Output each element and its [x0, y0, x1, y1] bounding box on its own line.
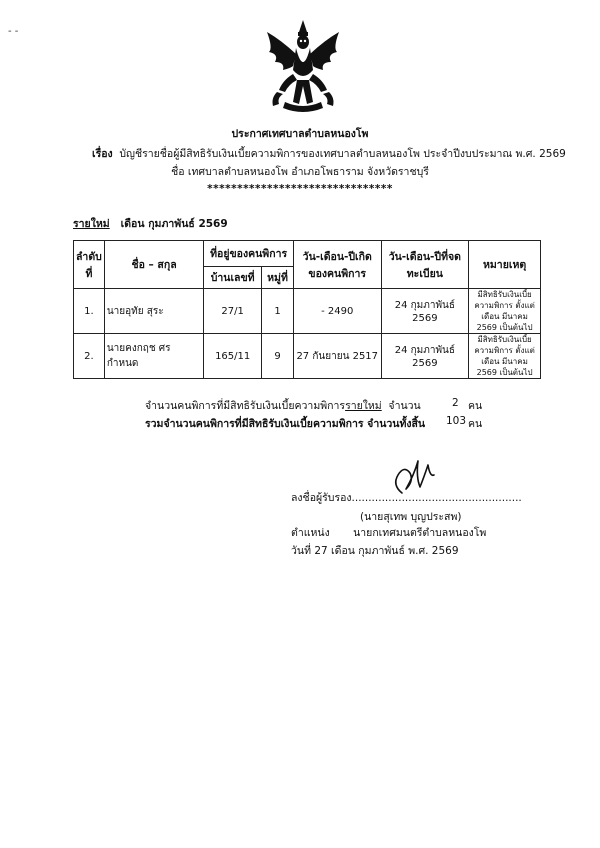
- header-no: ลำดับที่: [74, 241, 105, 289]
- cell-name: นายคงกฤช ศรกำหนด: [104, 334, 203, 379]
- corner-marks: - -: [8, 26, 19, 37]
- signer-name: (นายสุเทพ บุญประสพ): [360, 511, 462, 523]
- header-birth: วัน-เดือน-ปีเกิดของคนพิการ: [293, 241, 381, 289]
- cell-remark: มีสิทธิรับเงินเบี้ยความพิการ ตั้งแต่เดือน มีนาคม 2569 เป็นต้นไป: [469, 334, 541, 379]
- sign-line: [291, 489, 522, 506]
- cell-no: 2.: [74, 334, 105, 379]
- new-count-line: [145, 397, 421, 414]
- position-value: นายกเทศมนตรีตำบลหนองโพ: [353, 527, 487, 539]
- section-heading: [73, 215, 228, 232]
- separator-stars: *******************************: [207, 183, 393, 195]
- header-house: บ้านเลขที่: [204, 267, 262, 289]
- cell-remark: มีสิทธิรับเงินเบี้ยความพิการ ตั้งแต่เดือน มีนาคม 2569 เป็นต้นไป: [469, 289, 541, 334]
- cell-registered: 24 กุมภาพันธ์ 2569: [381, 334, 469, 379]
- header-name: ชื่อ – สกุล: [104, 241, 203, 289]
- new-count-label: จำนวน: [388, 400, 421, 412]
- header-address: ที่อยู่ของคนพิการ: [204, 241, 294, 267]
- cell-village: 9: [262, 334, 294, 379]
- sign-label: ลงชื่อผู้รับรอง: [291, 492, 352, 504]
- total-count-value: 103: [446, 415, 467, 427]
- cell-house: 27/1: [204, 289, 262, 334]
- total-count-unit: คน: [468, 418, 483, 430]
- header-registered: วัน-เดือน-ปีที่จดทะเบียน: [381, 241, 469, 289]
- subject-line: [92, 145, 566, 162]
- cell-village: 1: [262, 289, 294, 334]
- new-count-underlined: รายใหม่: [345, 400, 382, 412]
- total-label: รวมจำนวนคนพิการที่มีสิทธิรับเงินเบี้ยความพิการ จำนวนทั้งสิ้น: [145, 418, 426, 430]
- office-line: ชื่อ เทศบาลตำบลหนองโพ อำเภอโพธาราม จังหวัดราชบุรี: [171, 166, 429, 178]
- new-count-prefix: จำนวนคนพิการที่มีสิทธิรับเงินเบี้ยความพิการ: [145, 400, 346, 412]
- cell-name: นายอุทัย สุระ: [104, 289, 203, 334]
- sign-dots: ...................................................: [351, 492, 522, 504]
- new-count-value: 2: [452, 397, 459, 409]
- garuda-emblem-icon: [263, 18, 343, 122]
- disability-roster-table: [73, 240, 541, 379]
- table-row: [74, 289, 541, 334]
- header-village: หมู่ที่: [262, 267, 294, 289]
- section-month: เดือน กุมภาพันธ์ 2569: [120, 218, 228, 230]
- section-label: รายใหม่: [73, 218, 110, 230]
- subject-text: บัญชีรายชื่อผู้มีสิทธิรับเงินเบี้ยความพิการของเทศบาลตำบลหนองโพ ประจำปีงบประมาณ พ.ศ. 2569: [119, 148, 566, 160]
- header-remark: หมายเหตุ: [469, 241, 541, 289]
- subject-label: เรื่อง: [92, 148, 113, 160]
- announcement-title: ประกาศเทศบาลตำบลหนองโพ: [231, 128, 369, 140]
- position-label: ตำแหน่ง: [291, 527, 330, 539]
- cell-registered: 24 กุมภาพันธ์ 2569: [381, 289, 469, 334]
- signature-date: วันที่ 27 เดือน กุมภาพันธ์ พ.ศ. 2569: [291, 545, 459, 557]
- position-line: [291, 524, 486, 541]
- cell-house: 165/11: [204, 334, 262, 379]
- cell-no: 1.: [74, 289, 105, 334]
- cell-birth: 27 กันยายน 2517: [293, 334, 381, 379]
- new-count-unit: คน: [468, 400, 483, 412]
- table-row: [74, 334, 541, 379]
- cell-birth: - 2490: [293, 289, 381, 334]
